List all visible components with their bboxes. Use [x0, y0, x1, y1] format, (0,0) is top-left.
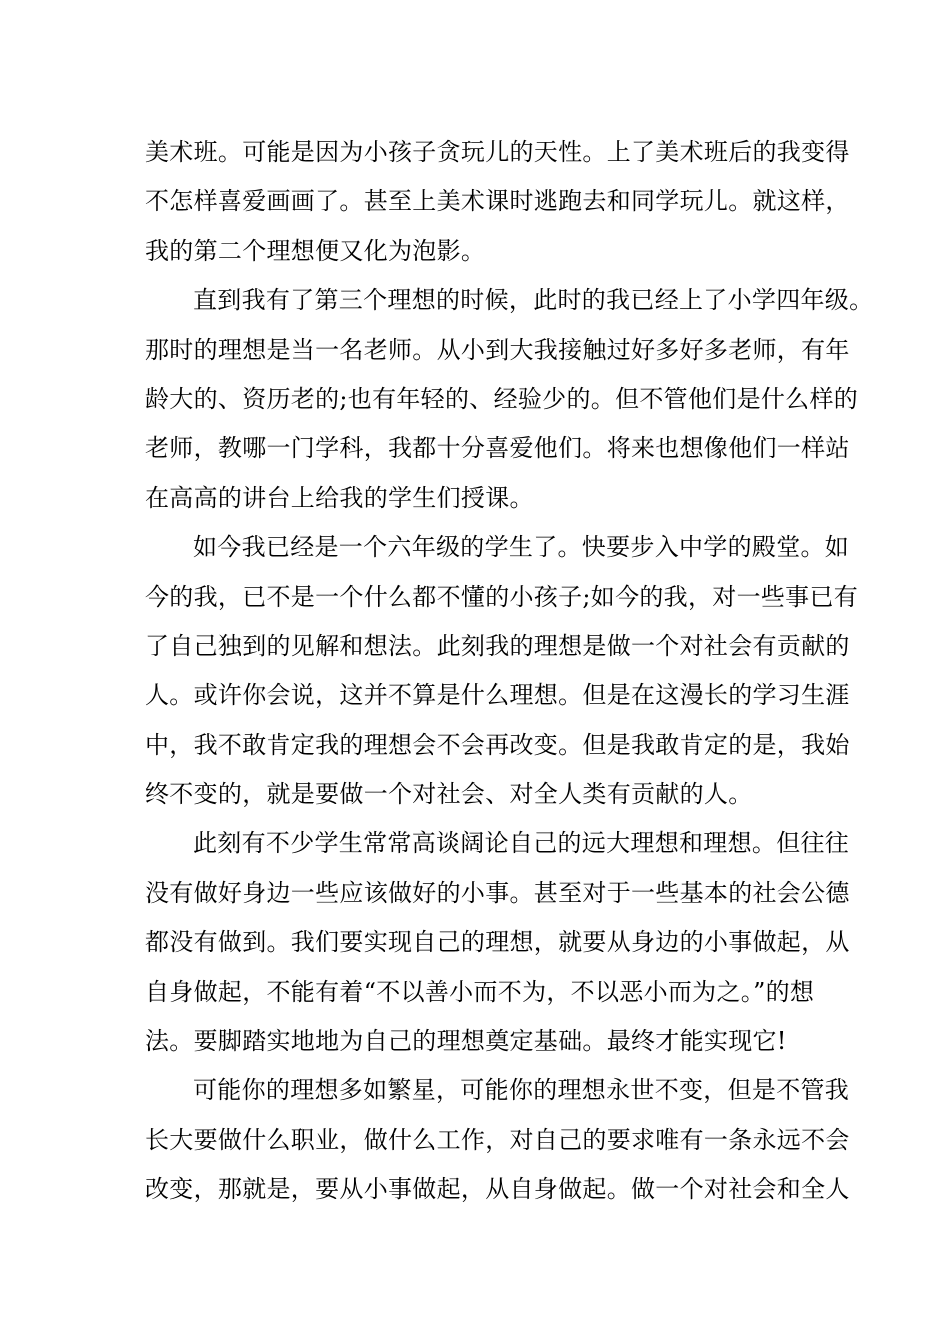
paragraph-start-line: 直到我有了第三个理想的时候，此时的我已经上了小学四年级。: [193, 286, 874, 315]
paragraph-start-line: 可能你的理想多如繁星，可能你的理想永世不变，但是不管我: [193, 1076, 850, 1105]
text-line: 龄大的、资历老的;也有年轻的、经验少的。但不管他们是什么样的: [145, 384, 859, 413]
paragraph-start-line: 此刻有不少学生常常高谈阔论自己的远大理想和理想。但往往: [193, 829, 850, 858]
text-line: 长大要做什么职业，做什么工作，对自己的要求唯有一条永远不会: [145, 1125, 850, 1154]
text-line: 终不变的，就是要做一个对社会、对全人类有贡献的人。: [145, 780, 753, 809]
body-text: [145, 128, 874, 1215]
text-line: 了自己独到的见解和想法。此刻我的理想是做一个对社会有贡献的: [145, 631, 850, 660]
text-line: 在高高的讲台上给我的学生们授课。: [145, 483, 534, 512]
text-line: 中，我不敢肯定我的理想会不会再改变。但是我敢肯定的是，我始: [145, 730, 850, 759]
text-line: 人。或许你会说，这并不算是什么理想。但是在这漫长的学习生涯: [145, 681, 850, 710]
text-line: 不怎样喜爱画画了。甚至上美术课时逃跑去和同学玩儿。就这样，: [145, 187, 850, 216]
text-line: 法。要脚踏实地地为自己的理想奠定基础。最终才能实现它!: [145, 1027, 787, 1056]
text-line: 老师，教哪一门学科，我都十分喜爱他们。将来也想像他们一样站: [145, 434, 850, 463]
text-line: 今的我，已不是一个什么都不懂的小孩子;如今的我，对一些事已有: [145, 582, 859, 611]
text-line: 没有做好身边一些应该做好的小事。甚至对于一些基本的社会公德: [145, 878, 850, 907]
text-line: 美术班。可能是因为小孩子贪玩儿的天性。上了美术班后的我变得: [145, 138, 850, 166]
paragraph-start-line: 如今我已经是一个六年级的学生了。快要步入中学的殿堂。如: [193, 533, 850, 562]
text-line: 都没有做到。我们要实现自己的理想，就要从身边的小事做起，从: [145, 928, 850, 957]
text-line: 自身做起，不能有着“不以善小而不为，不以恶小而为之。”的想: [145, 977, 815, 1006]
text-line: 我的第二个理想便又化为泡影。: [145, 236, 486, 265]
text-line: 那时的理想是当一名老师。从小到大我接触过好多好多老师，有年: [145, 335, 850, 364]
text-line: 改变，那就是，要从小事做起，从自身做起。做一个对社会和全人: [145, 1175, 850, 1204]
